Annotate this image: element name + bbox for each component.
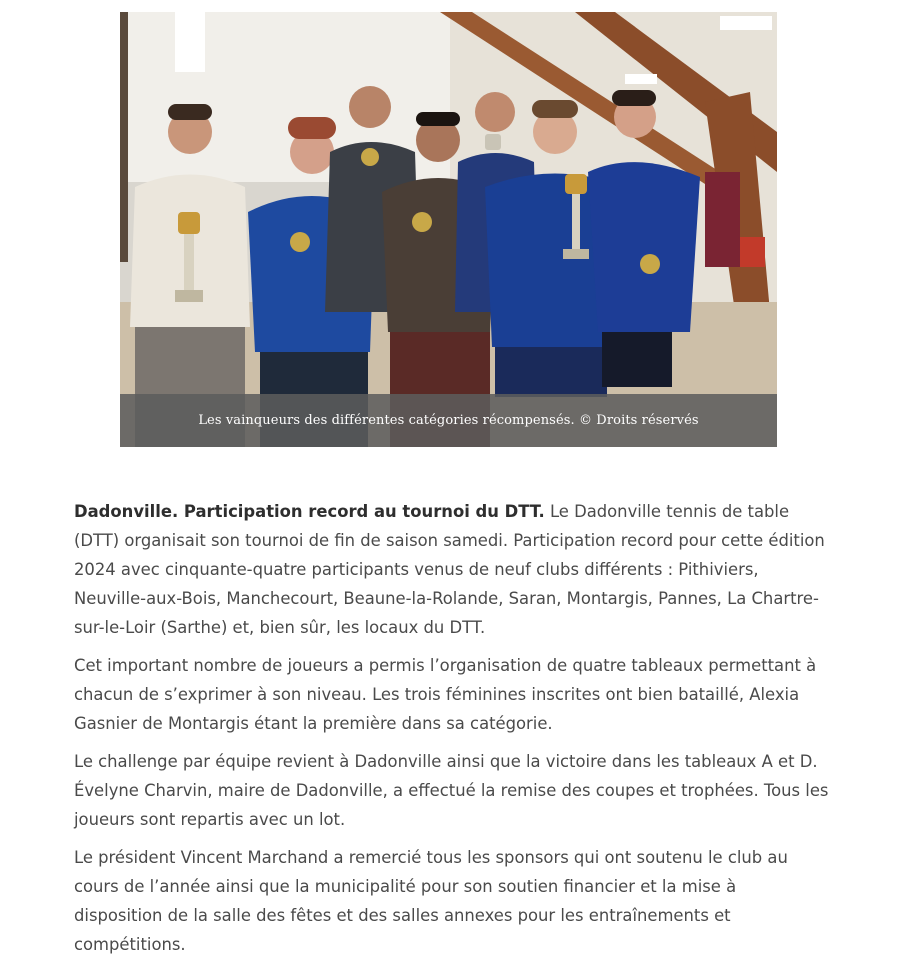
article-photo bbox=[120, 12, 777, 447]
article-paragraph: Cet important nombre de joueurs a permis l’organisation de quatre tableaux permettant à chacun de s’exprimer à son niveau. Les trois féminines inscrites ont bien bataillé, Alexia Gasnier de Montargis étant la première dans sa catégorie. bbox=[74, 656, 817, 733]
team-photo-illustration bbox=[120, 12, 777, 447]
article-lead-text: Le Dadonville tennis de table (DTT) organisait son tournoi de fin de saison samedi. Participation record pour cette édition 2024 avec cinquante-quatre participants venus de neuf clubs différents : Pithiviers, Neuville-aux-Bois, Manchecourt, Beaune-la-Rolande, Saran, Montargis, Pannes, La Chartre-sur-le-Loir (Sarthe) et, bien sûr, les locaux du DTT. bbox=[74, 502, 825, 637]
article-paragraph: Le challenge par équipe revient à Dadonville ainsi que la victoire dans les tableaux A et D. Évelyne Charvin, maire de Dadonville, a effectué la remise des coupes et trophées. Tous les joueurs sont repartis avec un lot. bbox=[74, 752, 829, 829]
article-lead-paragraph bbox=[74, 497, 829, 642]
photo-caption: Les vainqueurs des différentes catégories récompensés. © Droits réservés bbox=[198, 413, 699, 428]
photo-caption-bar bbox=[120, 394, 777, 447]
article-body bbox=[74, 497, 829, 968]
article-paragraph: Le président Vincent Marchand a remercié tous les sponsors qui ont soutenu le club au cours de l’année ainsi que la municipalité pour son soutien financier et la mise à disposition de la salle des fêtes et des salles annexes pour les entraînements et compétitions. bbox=[74, 848, 788, 954]
article-headline: Dadonville. Participation record au tournoi du DTT. bbox=[74, 502, 545, 521]
